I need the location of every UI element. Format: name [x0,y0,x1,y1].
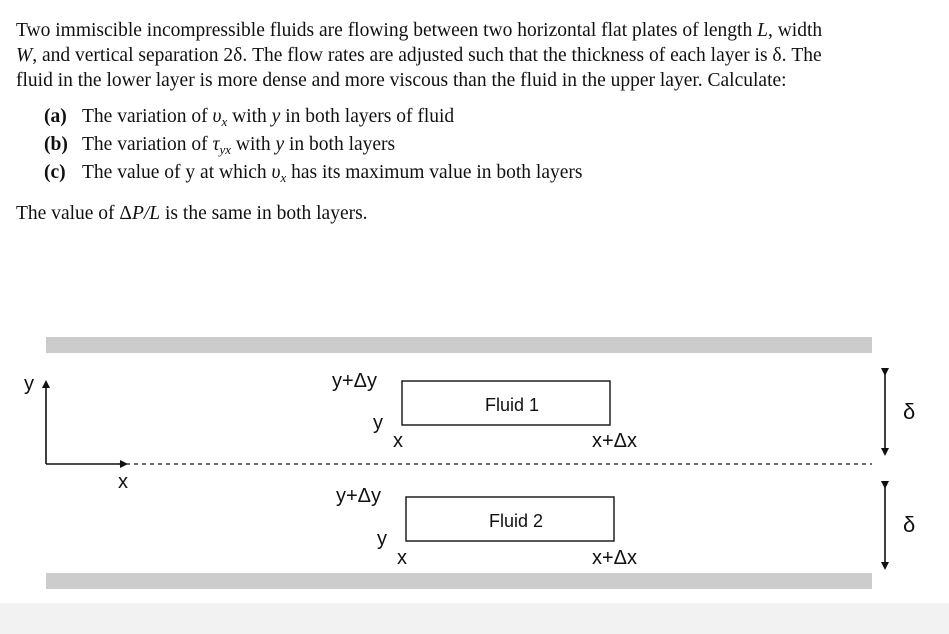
question-b-text: The variation of [82,134,213,155]
note-prefix: The value of Δ [16,203,132,224]
question-b [44,131,846,159]
problem-paragraph [16,18,846,93]
fluid1-right-label: x+Δx [592,430,638,452]
fluid2-top-label: y+Δy [336,485,382,507]
fluid1-element [332,370,637,452]
question-b-text-2: with [231,134,276,155]
question-c-sub: x [280,170,287,185]
fluid2-bottom-label: y [377,528,387,550]
question-b-label: (b) [44,134,68,155]
question-c [44,159,846,187]
bottom-band [0,603,949,634]
question-c-text: The value of y at which [82,162,272,183]
question-a-sub: x [221,114,228,129]
fluid1-label: Fluid 1 [484,395,540,415]
var-width: W [16,45,33,66]
question-c-var: υ [271,162,281,183]
question-b-text-3: in both layers [284,134,396,155]
top-plate [46,337,872,353]
question-c-text-2: has its maximum value in both layers [286,162,583,183]
question-a-text-2: with [227,106,272,127]
question-a-var: υ [212,106,222,127]
axes [24,373,128,493]
upper-thickness-label: δ [903,399,916,424]
fluid1-left-label: x [393,430,403,452]
question-a-label: (a) [44,106,67,127]
question-a-text-3: in both layers of fluid [280,106,455,127]
note-line [16,201,846,226]
note-var: P/L [131,203,161,224]
question-c-label: (c) [44,162,66,183]
lower-thickness-label: δ [903,512,916,537]
fluid1-top-label: y+Δy [332,370,378,392]
question-list [44,103,846,187]
para-text-3: , and vertical separation 2δ. The flow rates are adjusted such that the thickness of each layer is δ. The fluid in the lower layer is more dense and more viscous than the fluid in the upper layer. Calculate: [16,45,822,91]
fluid1-bottom-label: y [373,412,383,434]
question-b-var-2: y [275,134,285,155]
note-suffix: is the same in both layers. [160,203,368,224]
question-a [44,103,846,131]
fluid2-element [336,485,637,569]
upper-thickness-indicator [885,372,915,452]
question-b-var: τ [212,134,220,155]
bottom-plate [46,573,872,589]
lower-thickness-indicator [885,485,915,566]
question-a-var-2: y [271,106,281,127]
fluid2-right-label: x+Δx [592,547,638,569]
fluid2-label: Fluid 2 [488,511,544,531]
problem-statement [16,18,846,226]
question-a-text: The variation of [82,106,213,127]
question-b-sub: yx [219,142,232,157]
var-length: L [757,20,768,41]
para-text-1: Two immiscible incompressible fluids are flowing between two horizontal flat plates of length [16,20,758,41]
fluid2-left-label: x [397,547,407,569]
y-axis-label: y [24,373,34,395]
x-axis-label: x [118,471,128,493]
para-text-2: , width [767,20,823,41]
flow-diagram [0,330,949,630]
